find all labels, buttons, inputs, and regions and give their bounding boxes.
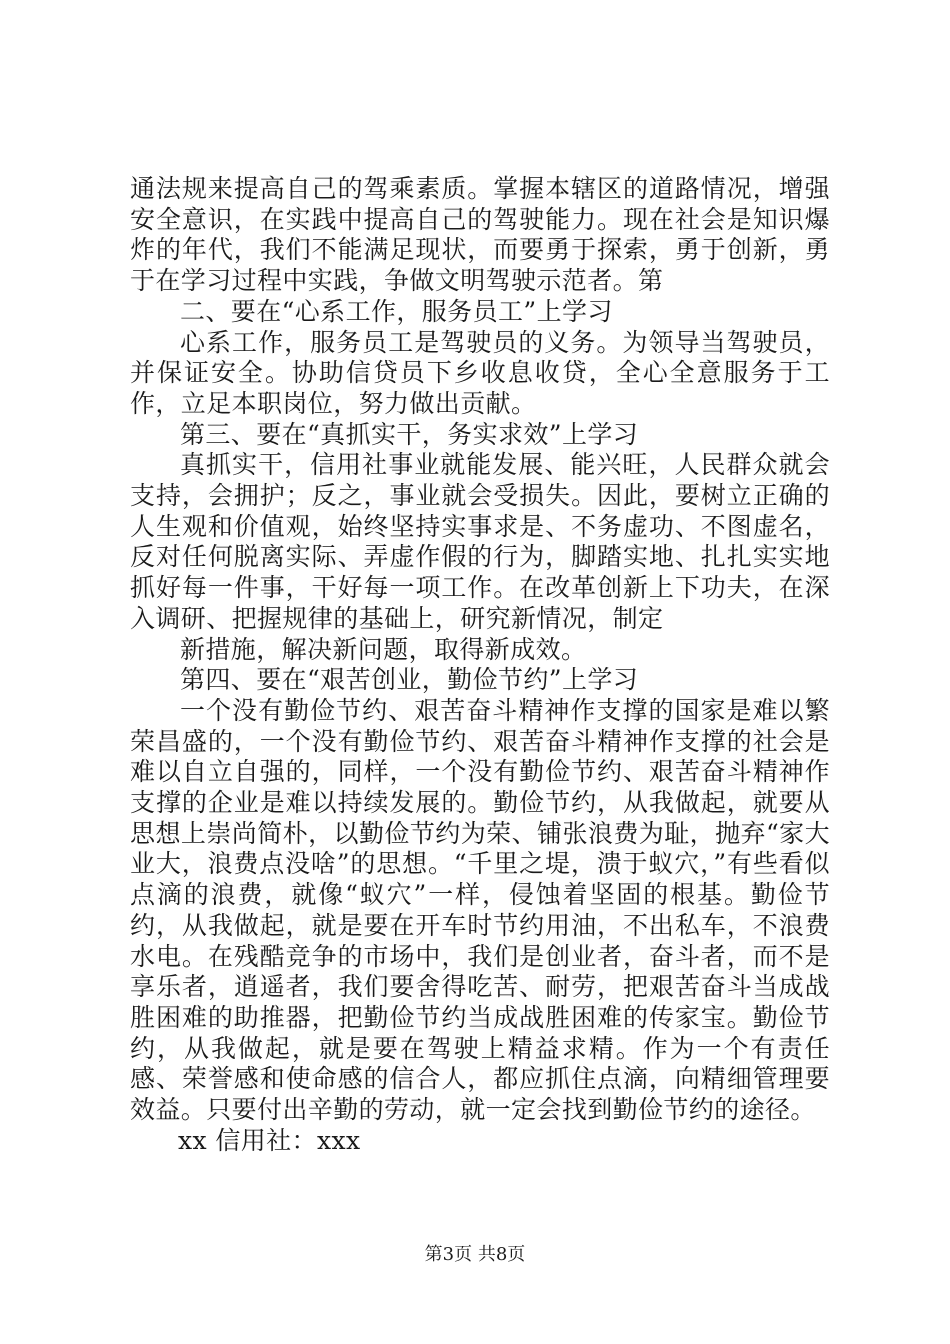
- page-indicator: 第3页 共8页: [424, 1244, 526, 1265]
- document-body: [130, 174, 830, 1157]
- signature-line: xx 信用社：xxx: [178, 1125, 361, 1155]
- section-heading-fourth: 第四、要在“艰苦创业，勤俭节约”上学习: [180, 665, 639, 695]
- page-footer: [0, 1244, 950, 1266]
- paragraph-practical: 真抓实干，信用社事业就能发展、能兴旺，人民群众就会支持，会拥护；反之，事业就会受损失。因此，要树立正确的人生观和价值观，始终坚持实事求是、不务虚功、不图虚名，反对任何脱离实际、弄虚作假的行为，脚踏实地、扎扎实实地抓好每一件事，干好每一项工作。在改革创新上下功夫，在深入调研、把握规律的基础上，研究新情况，制定: [130, 450, 830, 633]
- section-heading-third: 第三、要在“真抓实干，务实求效”上学习: [180, 419, 639, 449]
- paragraph-frugality: 一个没有勤俭节约、艰苦奋斗精神作支撑的国家是难以繁荣昌盛的，一个没有勤俭节约、艰苦奋斗精神作支撑的社会是难以自立自强的，同样，一个没有勤俭节约、艰苦奋斗精神作支撑的企业是难以持续发展的。勤俭节约，从我做起，就要从思想上崇尚简朴，以勤俭节约为荣、铺张浪费为耻，抛弃“家大业大，浪费点没啥”的思想。“千里之堤，溃于蚁穴，”有些看似点滴的浪费，就像“蚁穴”一样，侵蚀着坚固的根基。勤俭节约，从我做起，就是要在开车时节约用油，不出私车，不浪费水电。在残酷竞争的市场中，我们是创业者，奋斗者，而不是享乐者，逍遥者，我们要舍得吃苦、耐劳，把艰苦奋斗当成战胜困难的助推器，把勤俭节约当成战胜困难的传家宝。勤俭节约，从我做起，就是要在驾驶上精益求精。作为一个有责任感、荣誉感和使命感的信合人，都应抓住点滴，向精细管理要效益。只要付出辛勤的劳动，就一定会找到勤俭节约的途径。: [130, 695, 830, 1125]
- paragraph-new-measures: 新措施，解决新问题，取得新成效。: [180, 634, 587, 664]
- paragraph-continued: 通法规来提高自己的驾乘素质。掌握本辖区的道路情况，增强安全意识，在实践中提高自己的驾驶能力。现在社会是知识爆炸的年代，我们不能满足现状，而要勇于探索，勇于创新，勇于在学习过程中实践，争做文明驾驶示范者。第: [130, 174, 830, 296]
- paragraph-service: 心系工作，服务员工是驾驶员的义务。为领导当驾驶员，并保证安全。协助信贷员下乡收息收贷，全心全意服务于工作，立足本职岗位，努力做出贡献。: [130, 327, 830, 418]
- section-heading-second: 二、要在“心系工作，服务员工”上学习: [180, 296, 613, 326]
